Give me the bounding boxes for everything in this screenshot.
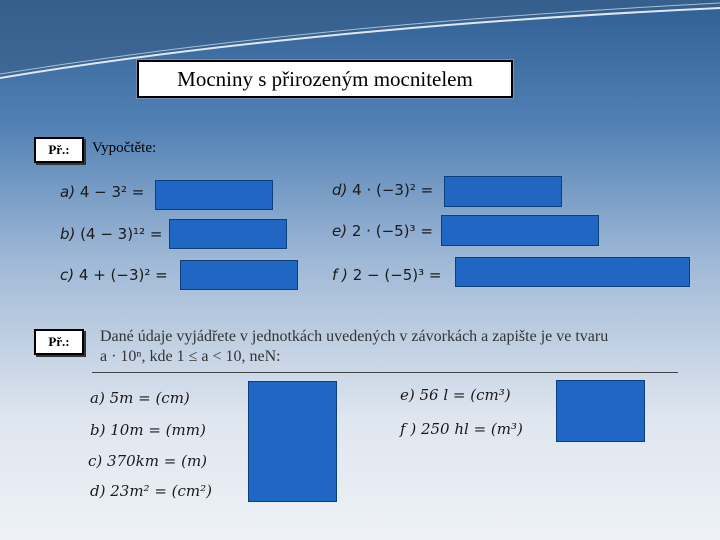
answer-box-e[interactable] (441, 215, 599, 246)
example-badge-2: Př.: (34, 329, 84, 355)
conv-c: c) 370km = (m) (88, 452, 208, 470)
divider (92, 372, 678, 373)
expr-e: e) 2 · (−5)³ = (332, 222, 433, 240)
conv-a: a) 5m = (cm) (90, 389, 190, 407)
answer-box-a[interactable] (155, 180, 273, 210)
example-badge-1: Př.: (34, 137, 84, 163)
slide-title: Mocniny s přirozeným mocnitelem (137, 60, 513, 98)
expr-a: a) 4 − 3² = (60, 183, 145, 201)
answer-box-c[interactable] (180, 260, 298, 290)
answer-box-d[interactable] (444, 176, 562, 207)
answer-box-b[interactable] (169, 219, 287, 249)
answer-box-conversions-left[interactable] (248, 381, 337, 502)
conv-e: e) 56 l = (cm³) (400, 386, 511, 404)
expr-b: b) (4 − 3)¹² = (60, 225, 163, 243)
conv-b: b) 10m = (mm) (90, 421, 206, 439)
task-line-2: a · 10ⁿ, kde 1 ≤ a < 10, neN: (100, 348, 281, 365)
task-line-1: Dané údaje vyjádřete v jednotkách uvedených v závorkách a zapište je ve tvaru (100, 328, 609, 345)
conv-f: f ) 250 hl = (m³) (400, 420, 523, 438)
answer-box-f[interactable] (455, 257, 690, 287)
expr-c: c) 4 + (−3)² = (60, 266, 168, 284)
conv-d: d) 23m² = (cm²) (90, 482, 213, 500)
expr-f: f ) 2 − (−5)³ = (332, 266, 442, 284)
example-1-instruction: Vypočtěte: (92, 140, 157, 156)
answer-box-conversions-right[interactable] (556, 380, 645, 442)
expr-d: d) 4 · (−3)² = (332, 181, 434, 199)
